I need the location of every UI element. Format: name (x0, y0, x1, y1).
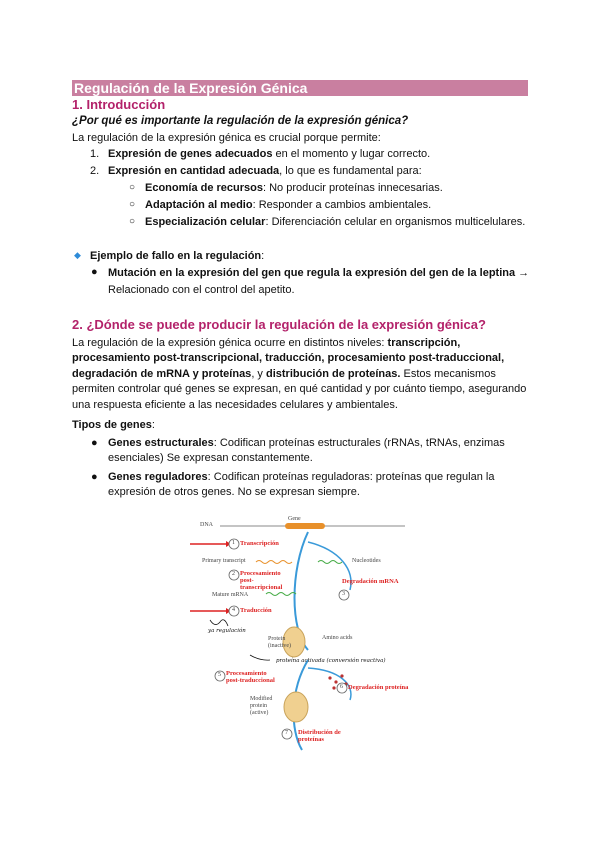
list-number: 2. (90, 165, 100, 177)
gene-bar (285, 523, 325, 529)
label-primary-transcript: Primary transcript (202, 558, 246, 564)
label-amino-acids: Amino acids (322, 635, 353, 641)
step-number: 7 (285, 730, 288, 736)
step-number: 3 (342, 591, 345, 597)
step-post-transcriptional: Procesamiento post-transcripcional (240, 570, 283, 591)
step-transcription: Transcripción (240, 540, 279, 547)
list-item: Expresión en cantidad adecuada, lo que es fundamental para: (108, 165, 422, 177)
section2-paragraph: La regulación de la expresión génica ocurre en distintos niveles: transcripción, procesamiento post-transcripcional, traducción, procesamiento post-traduccional, degradación de mRNA y proteínas, y distribución de proteínas. Estos mecanismos permiten controlar qué genes se expresan, en qué cantidad y por cuánto tiempo, asegurando una respuesta eficiente a las necesidades celulares y ambientales. (72, 337, 527, 411)
label-dna: DNA (200, 522, 213, 528)
circle-bullet-icon: ○ (129, 216, 136, 227)
step-post-translational: Procesamiento post-traduccional (226, 670, 275, 684)
label-protein-inactive: Protein (inactive) (268, 636, 291, 649)
step-number: 6 (340, 684, 343, 690)
regulation-diagram (190, 510, 410, 760)
step-translation: Traducción (240, 607, 272, 614)
bullet-icon: ● (91, 471, 98, 483)
bullet-icon: ● (91, 266, 98, 278)
protein-active-shape (284, 692, 308, 722)
circle-bullet-icon: ○ (129, 199, 136, 210)
nucleotides-wave (318, 561, 342, 564)
section1-question: ¿Por qué es importante la regulación de la expresión génica? (72, 115, 409, 127)
diagram-graphics (190, 510, 410, 760)
step-number: 4 (232, 607, 235, 613)
sub-list-item: Especialización celular: Diferenciación celular en organismos multicelulares. (145, 216, 526, 228)
label-mature-mrna: Mature mRNA (212, 592, 249, 598)
section1-heading: 1. Introducción (72, 97, 166, 112)
label-modified-protein: Modified protein (active) (250, 696, 273, 716)
example-heading: Ejemplo de fallo en la regulación: (90, 250, 265, 262)
bullet-icon: ● (91, 437, 98, 449)
sub-list-item: Economía de recursos: No producir proteínas innecesarias. (145, 182, 443, 194)
handwritten-note-middle: proteína activada (conversión reactiva) (276, 658, 386, 664)
list-item: Expresión de genes adecuados en el momento y lugar correcto. (108, 148, 431, 160)
amino-acid-dot (334, 680, 337, 683)
example-item: Mutación en la expresión del gen que regula la expresión del gen de la leptina → (108, 267, 530, 279)
label-gene: Gene (288, 516, 301, 522)
amino-acid-dot (340, 674, 343, 677)
primary-transcript-wave (256, 561, 292, 564)
gene-type-item: Genes reguladores: Codifican proteínas reguladoras: proteínas que regulan la expresión de otros genes. No se expresan siempre. (108, 471, 495, 498)
step-mrna-degradation: Degradación mRNA (342, 578, 399, 585)
circle-bullet-icon: ○ (129, 182, 136, 193)
handwriting-scribble (210, 620, 228, 626)
step-number: 1 (232, 540, 235, 546)
section2-heading: 2. ¿Dónde se puede producir la regulación de la expresión génica? (72, 317, 486, 332)
handwritten-note-left: ya regulación (208, 628, 246, 634)
handwriting-arrow (250, 655, 270, 660)
list-number: 1. (90, 148, 100, 160)
step-number: 5 (218, 672, 221, 678)
gene-types-label: Tipos de genes: (72, 419, 155, 431)
amino-acid-dot (328, 676, 331, 679)
sub-list-item: Adaptación al medio: Responder a cambios ambientales. (145, 199, 432, 211)
document-title: Regulación de la Expresión Génica (72, 80, 528, 96)
section1-intro: La regulación de la expresión génica es crucial porque permite: (72, 132, 381, 144)
example-item-continued: Relacionado con el control del apetito. (108, 284, 295, 296)
step-protein-distribution: Distribución de proteínas (298, 729, 341, 743)
step-number: 2 (232, 571, 235, 577)
label-nucleotides: Nucleotides (352, 558, 381, 564)
amino-acid-dot (332, 686, 335, 689)
mature-mrna-wave (266, 593, 296, 596)
diamond-bullet-icon: ◆ (74, 250, 81, 260)
gene-type-item: Genes estructurales: Codifican proteínas estructurales (rRNAs, tRNAs, enzimas esenciales) Se expresan constantemente. (108, 437, 505, 464)
step-protein-degradation: Degradación proteína (348, 684, 409, 691)
